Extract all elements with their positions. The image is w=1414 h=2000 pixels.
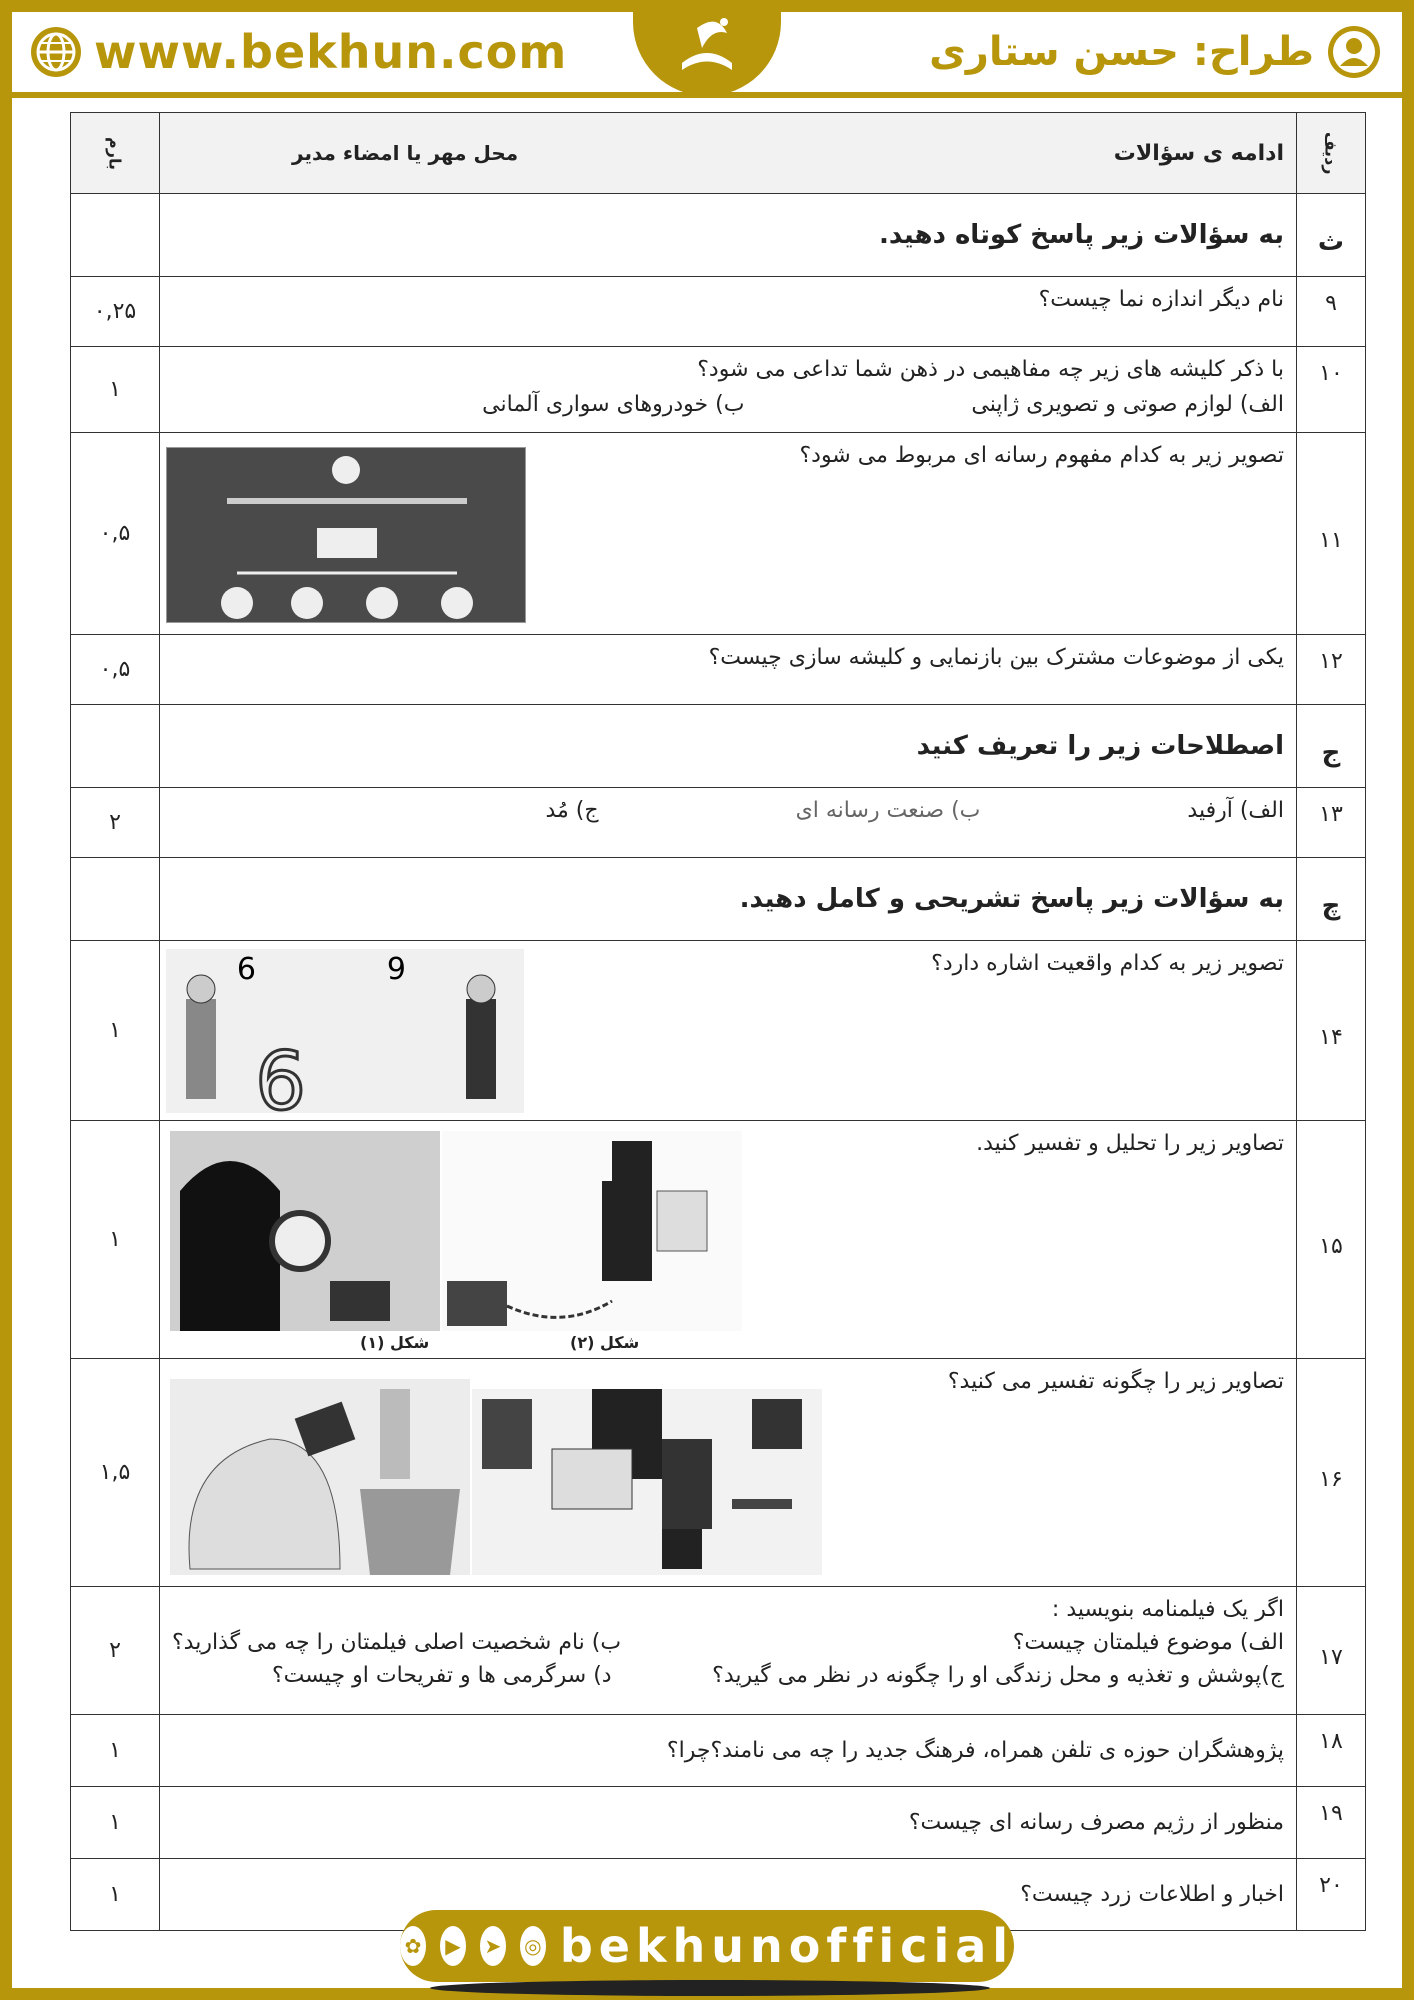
question-score: ۱: [71, 1121, 160, 1359]
section-score: [71, 194, 160, 277]
question-row: [71, 433, 1366, 635]
section-letter: ث: [1297, 194, 1366, 277]
figure-caption-1: شکل (۱): [360, 1333, 430, 1352]
table-header: [71, 113, 1366, 194]
section-title: اصطلاحات زیر را تعریف کنید: [160, 705, 1297, 788]
exam-table: [70, 112, 1366, 1931]
question-score: ۱: [71, 941, 160, 1121]
section-score: [71, 858, 160, 941]
perspective-cartoon-illustration: [166, 949, 524, 1113]
option-d: د) سرگرمی ها و تفریحات او چیست؟: [272, 1663, 612, 1688]
question-row: [71, 277, 1366, 347]
question-text: با ذکر کلیشه های زیر چه مفاهیمی در ذهن شما تداعی می شود؟: [697, 357, 1284, 382]
perspective-cartoon-image: [166, 949, 524, 1113]
telegram-icon[interactable]: ➤: [480, 1926, 506, 1966]
option-a: الف) موضوع فیلمتان چیست؟: [1012, 1630, 1284, 1655]
question-row: [71, 1587, 1366, 1715]
option-b: ب) نام شخصیت اصلی فیلمتان را چه می گذارید؟: [172, 1630, 622, 1655]
tv-chain-illustration: [442, 1131, 742, 1331]
social-handle[interactable]: bekhunofficial: [559, 1919, 1015, 1973]
question-number: ۱۶: [1297, 1359, 1366, 1587]
instagram-icon[interactable]: ◎: [520, 1926, 546, 1966]
question-number: ۱۰: [1297, 347, 1366, 433]
question-text: منظور از رژیم مصرف رسانه ای چیست؟: [160, 1787, 1297, 1859]
site-url[interactable]: www.bekhun.com: [94, 25, 568, 79]
site-brand: [28, 22, 567, 82]
section-row: [71, 858, 1366, 941]
question-row: [71, 941, 1366, 1121]
media-diagram-image: [166, 447, 526, 623]
question-number: ۱۳: [1297, 788, 1366, 858]
option-b: ب) خودروهای سواری آلمانی: [482, 392, 745, 417]
header-questions: ادامه ی سؤالات: [1113, 140, 1284, 166]
question-number: ۱۹: [1297, 1787, 1366, 1859]
header-title: [160, 113, 1297, 194]
tv-chain-image: [442, 1131, 742, 1331]
option-a: الف) لوازم صوتی و تصویری ژاپنی: [971, 392, 1284, 417]
svg-text:9: 9: [386, 952, 406, 987]
youtube-icon[interactable]: ▶: [440, 1926, 466, 1966]
question-row: [71, 1359, 1366, 1587]
question-score: ۲: [71, 1587, 160, 1715]
question-row: [71, 347, 1366, 433]
question-body: [160, 788, 1297, 858]
question-body: [160, 1587, 1297, 1715]
question-score: ۱: [71, 1787, 160, 1859]
question-body: [160, 941, 1297, 1121]
section-title: به سؤالات زیر پاسخ کوتاه دهید.: [160, 194, 1297, 277]
question-number: ۱۷: [1297, 1587, 1366, 1715]
question-score: ۱,۵: [71, 1359, 160, 1587]
section-score: [71, 705, 160, 788]
aparat-icon[interactable]: ✿: [400, 1926, 426, 1966]
question-score: ۰,۵: [71, 433, 160, 635]
header-num: ردیف: [1297, 113, 1366, 194]
option-c: ج)پوشش و تغذیه و محل زندگی او را چگونه در نظر می گیرید؟: [712, 1663, 1284, 1688]
question-score: ۱: [71, 1715, 160, 1787]
question-score: ۱: [71, 347, 160, 433]
question-text: یکی از موضوعات مشترک بین بازنمایی و کلیشه سازی چیست؟: [160, 635, 1297, 705]
option-b: ب) صنعت رسانه ای: [795, 798, 981, 823]
brain-dump-illustration: [170, 1379, 470, 1575]
media-diagram-illustration: [167, 448, 525, 622]
media-room-illustration: [472, 1389, 822, 1575]
question-row: [71, 1787, 1366, 1859]
question-text: اگر یک فیلمنامه بنویسید :: [1051, 1597, 1284, 1622]
section-row: [71, 194, 1366, 277]
figure-caption-2: شکل (۲): [570, 1333, 640, 1352]
globe-icon: [28, 24, 84, 80]
question-score: ۲: [71, 788, 160, 858]
question-body: [160, 1359, 1297, 1587]
question-number: ۱۸: [1297, 1715, 1366, 1787]
section-letter: چ: [1297, 858, 1366, 941]
brain-dump-image: [170, 1379, 470, 1575]
author-name: طراح: حسن ستاری: [929, 29, 1314, 75]
user-icon: [1326, 24, 1382, 80]
header-score: بارم: [71, 113, 160, 194]
question-row: [71, 1715, 1366, 1787]
question-text: تصاویر زیر را چگونه تفسیر می کنید؟: [947, 1369, 1284, 1394]
svg-text:6: 6: [255, 1035, 306, 1113]
surveillance-image: [170, 1131, 440, 1331]
author-block: [929, 22, 1382, 82]
question-text: اخبار و اطلاعات زرد چیست؟: [160, 1859, 1297, 1931]
footer-social-bar: [400, 1910, 1014, 1982]
question-score: ۰,۵: [71, 635, 160, 705]
question-body: [160, 347, 1297, 433]
question-number: ۱۵: [1297, 1121, 1366, 1359]
question-number: ۱۱: [1297, 433, 1366, 635]
surveillance-illustration: [170, 1131, 440, 1331]
media-room-image: [472, 1389, 822, 1575]
footer-shadow: [430, 1980, 990, 1996]
question-row: [71, 1121, 1366, 1359]
question-text: تصویر زیر به کدام واقعیت اشاره دارد؟: [931, 951, 1284, 976]
question-number: ۱۲: [1297, 635, 1366, 705]
question-score: ۱: [71, 1859, 160, 1931]
question-text: تصویر زیر به کدام مفهوم رسانه ای مربوط می شود؟: [799, 443, 1284, 468]
header-stamp: محل مهر یا امضاء مدیر: [292, 140, 519, 165]
question-text: پژوهشگران حوزه ی تلفن همراه، فرهنگ جدید را چه می نامند؟چرا؟: [160, 1715, 1297, 1787]
question-row: [71, 635, 1366, 705]
question-row: [71, 788, 1366, 858]
option-c: ج) مُد: [545, 798, 599, 823]
logo-icon: [662, 8, 752, 88]
svg-text:6: 6: [236, 952, 256, 987]
option-a: الف) آرفید: [1187, 798, 1284, 823]
question-body: [160, 433, 1297, 635]
section-title: به سؤالات زیر پاسخ تشریحی و کامل دهید.: [160, 858, 1297, 941]
question-text: تصاویر زیر را تحلیل و تفسیر کنید.: [976, 1131, 1284, 1156]
question-number: ۲۰: [1297, 1859, 1366, 1931]
question-number: ۱۴: [1297, 941, 1366, 1121]
question-text: نام دیگر اندازه نما چیست؟: [160, 277, 1297, 347]
section-row: [71, 705, 1366, 788]
question-body: [160, 1121, 1297, 1359]
question-number: ۹: [1297, 277, 1366, 347]
question-score: ۰,۲۵: [71, 277, 160, 347]
section-letter: ج: [1297, 705, 1366, 788]
